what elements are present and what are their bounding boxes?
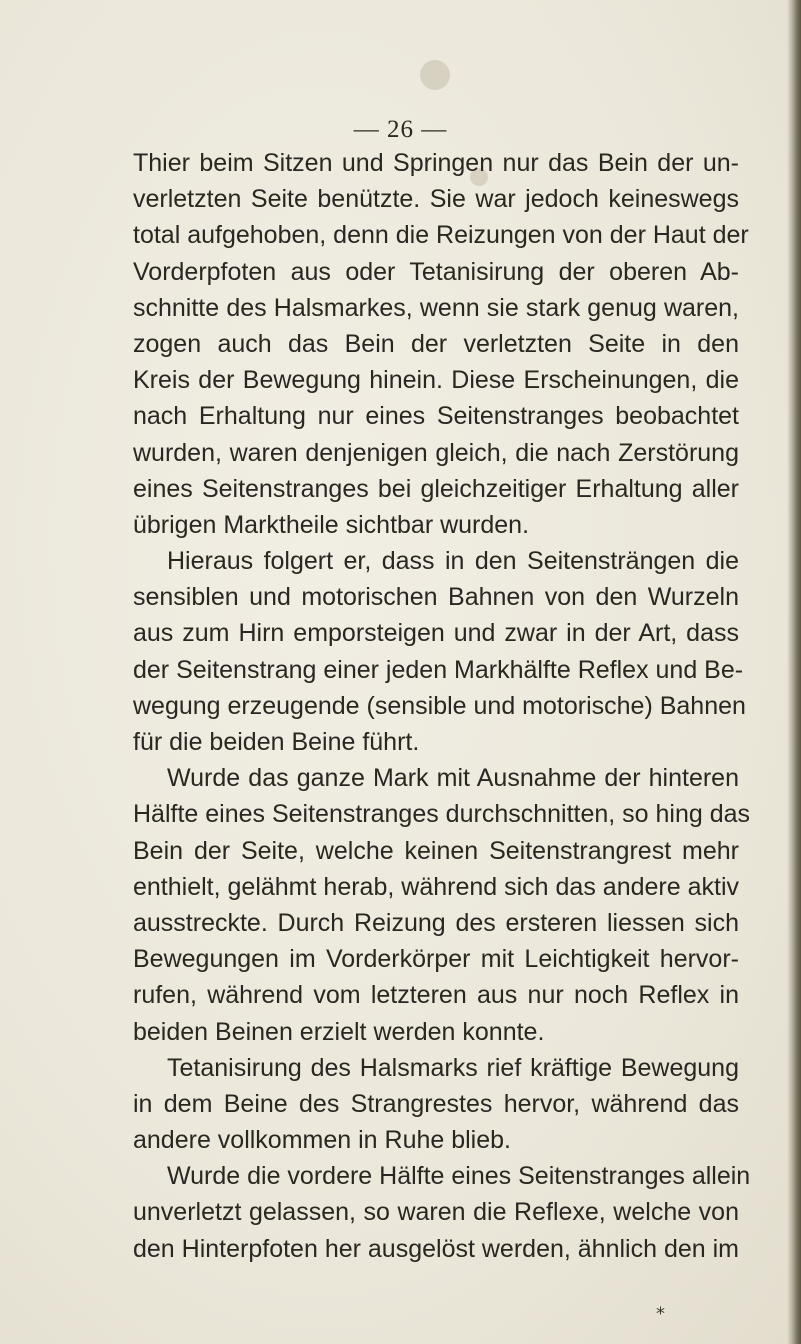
text-line: andere vollkommen in Ruhe blieb. (133, 1126, 511, 1155)
text-line: zogen auch das Bein der verletzten Seite in den (133, 329, 739, 358)
text-line: in dem Beine des Strangrestes hervor, während das (133, 1089, 739, 1118)
text-line: wurden, waren denjenigen gleich, die nach Zerstörung (133, 438, 739, 467)
text-line: Bein der Seite, welche keinen Seitenstrangrest mehr (133, 836, 739, 865)
text-line: Thier beim Sitzen und Springen nur das Bein der un- (133, 149, 739, 177)
text-line: unverletzt gelassen, so waren die Reflexe, welche von (133, 1198, 739, 1227)
text-line: Tetanisirung des Halsmarks rief kräftige Bewegung (167, 1053, 739, 1082)
text-line: Wurde das ganze Mark mit Ausnahme der hinteren (167, 764, 739, 793)
text-line: ausstreckte. Durch Reizung des ersteren liessen sich (133, 908, 739, 937)
text-line: eines Seitenstranges bei gleichzeitiger Erhaltung aller (133, 474, 739, 503)
text-line: total aufgehoben, denn die Reizungen von der Haut der (133, 221, 749, 250)
printer-mark: ⁎ (656, 1298, 665, 1318)
text-line: aus zum Hirn emporsteigen und zwar in der Art, dass (133, 619, 739, 648)
text-line: rufen, während vom letzteren aus nur noch Reflex in (133, 981, 739, 1010)
body-text (133, 145, 751, 1267)
text-line: für die beiden Beine führt. (133, 728, 420, 756)
text-line: den Hinterpfoten her ausgelöst werden, ähnlich den im (133, 1234, 739, 1263)
text-line: der Seitenstrang einer jeden Markhälfte Reflex und Be- (133, 655, 744, 684)
paper-speck (420, 60, 450, 90)
text-line: übrigen Marktheile sichtbar wurden. (133, 510, 530, 539)
text-line: wegung erzeugende (sensible und motorische) Bahnen (133, 691, 746, 720)
text-line: Hälfte eines Seitenstranges durchschnitten, so hing das (133, 800, 751, 829)
text-line: Kreis der Bewegung hinein. Diese Erscheinungen, die (133, 366, 739, 395)
text-line: sensiblen und motorischen Bahnen von den Wurzeln (133, 583, 739, 612)
text-line: Bewegungen im Vorderkörper mit Leichtigkeit hervor- (133, 945, 739, 974)
text-line: Wurde die vordere Hälfte eines Seitenstranges allein (167, 1162, 751, 1191)
page-edge-shadow (787, 0, 801, 1344)
text-line: beiden Beinen erzielt werden konnte. (133, 1017, 545, 1046)
page-number: — 26 — (353, 116, 448, 143)
text-line: schnitte des Halsmarkes, wenn sie stark genug waren, (133, 293, 739, 322)
text-line: verletzten Seite benützte. Sie war jedoch keineswegs (133, 185, 739, 214)
text-line: Vorderpfoten aus oder Tetanisirung der oberen Ab- (133, 257, 739, 286)
text-line: Hieraus folgert er, dass in den Seitensträngen die (167, 547, 739, 576)
text-line: nach Erhaltung nur eines Seitenstranges beobachtet (133, 402, 739, 431)
text-line: enthielt, gelähmt herab, während sich das andere aktiv (133, 872, 739, 901)
